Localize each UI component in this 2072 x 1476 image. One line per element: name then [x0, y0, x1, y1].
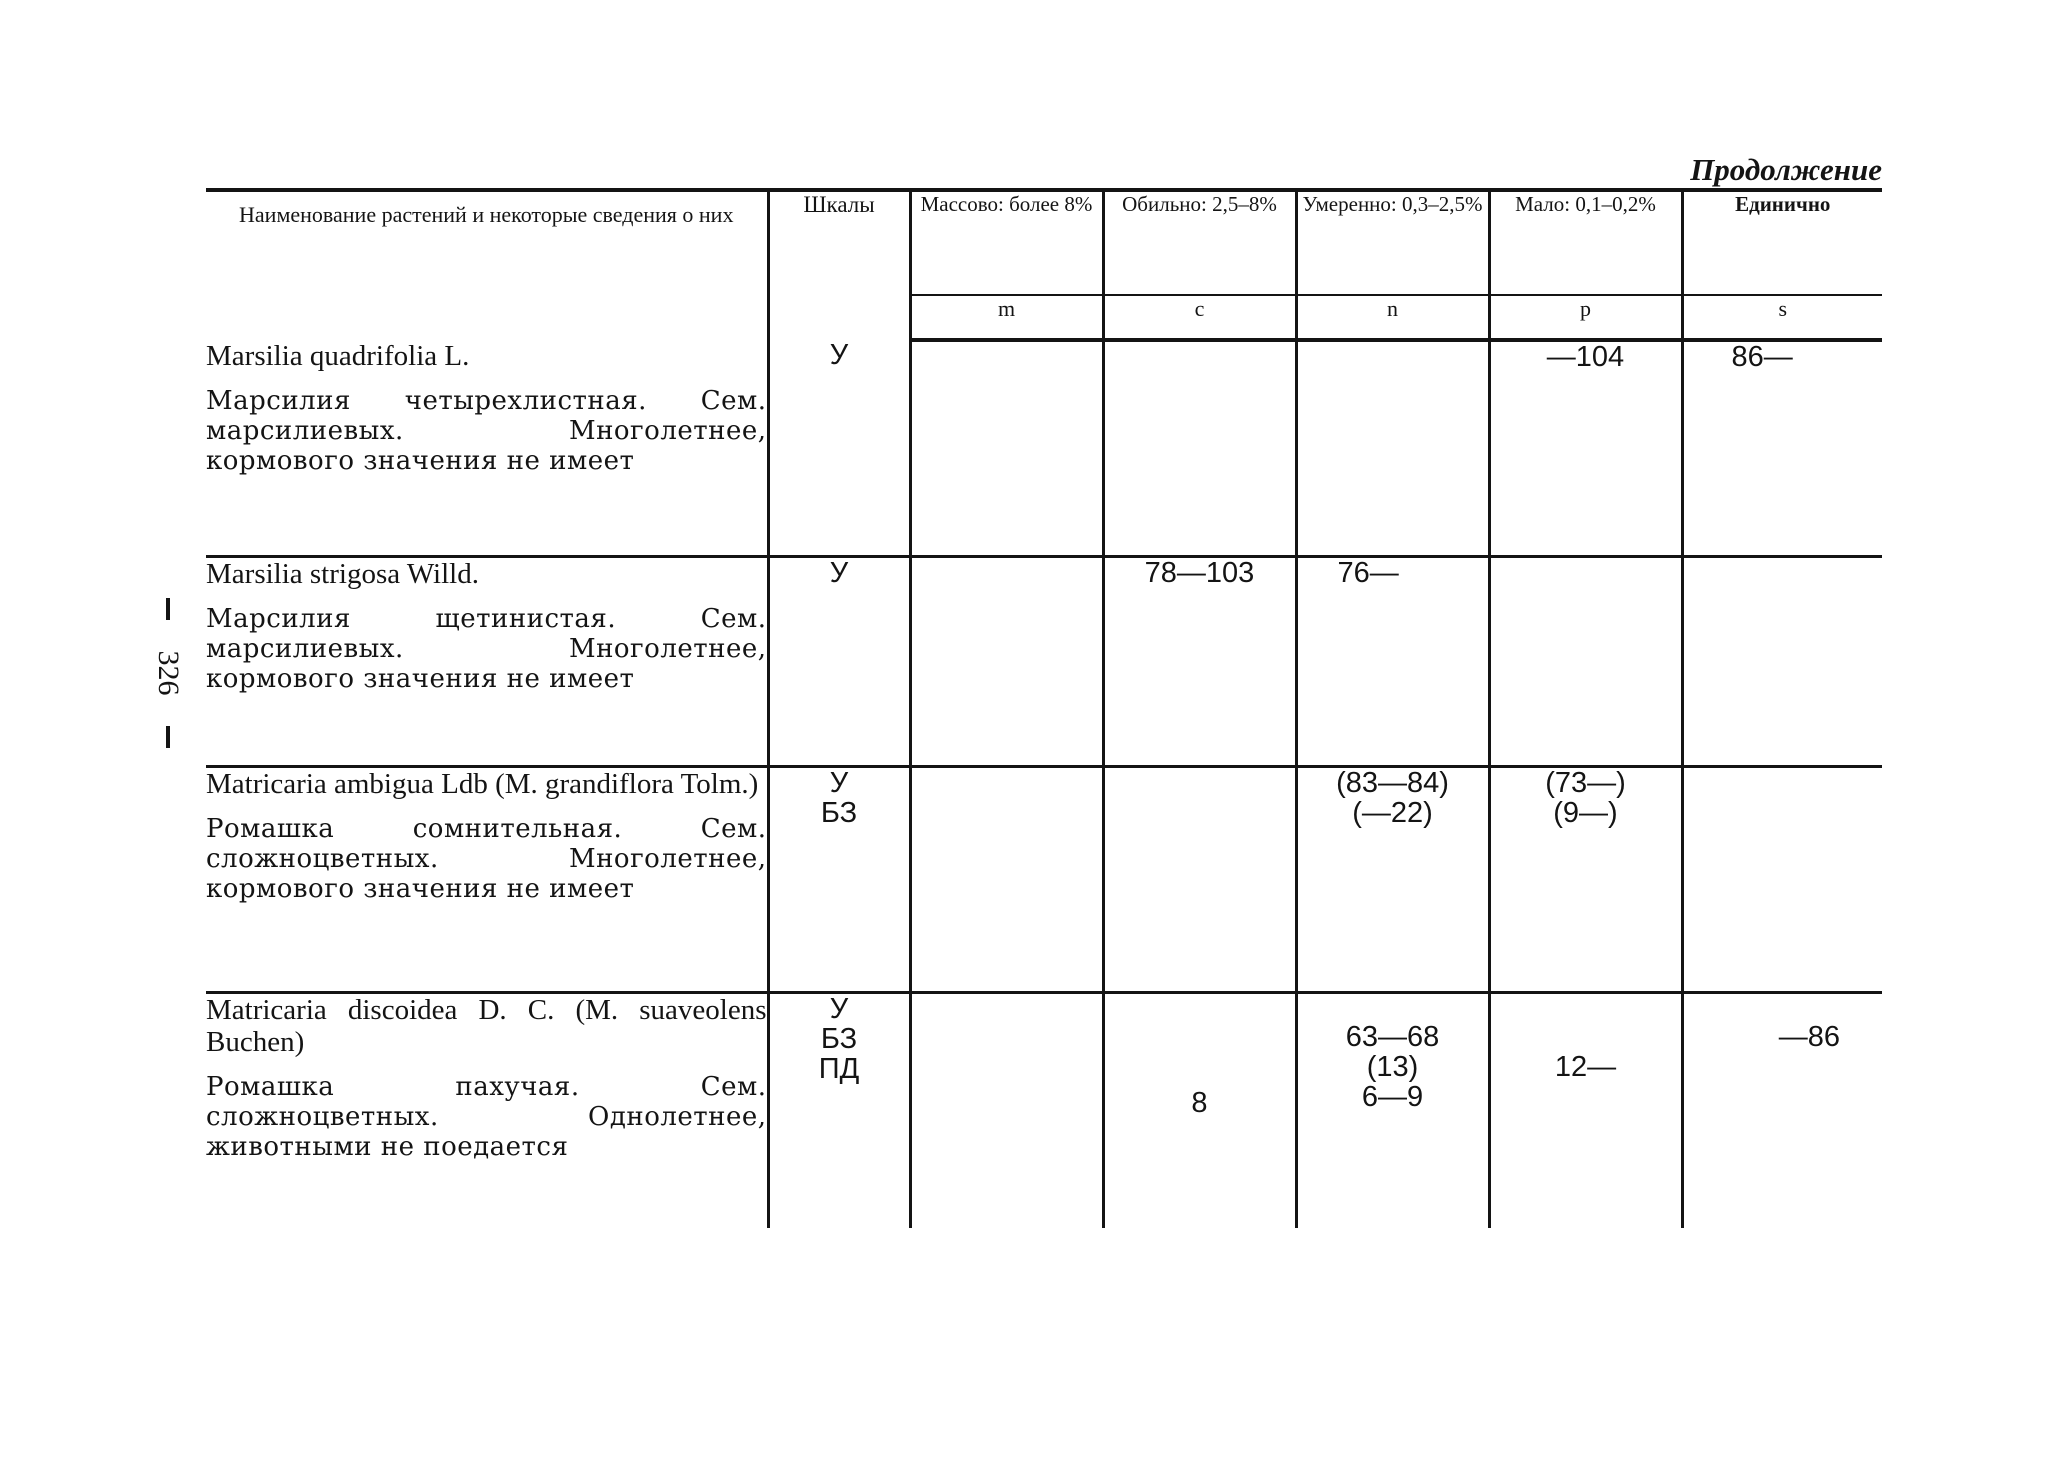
- value-cell-n: [1296, 766, 1489, 992]
- abundance-value: 63—68: [1345, 1020, 1440, 1053]
- value-cell-m: [910, 340, 1103, 556]
- table-body: [206, 340, 1882, 1228]
- table-row: [206, 766, 1882, 992]
- plant-latin-name: Marsilia quadrifolia L.: [206, 340, 470, 372]
- plant-latin-name: Matricaria discoidea D. C. (M. suaveolens Buchen): [206, 993, 767, 1058]
- plant-name-cell: [206, 556, 768, 766]
- plant-description: Ромашка пахучая. Сем. сложноцветных. Однолетнее, животными не поедается: [206, 1071, 767, 1162]
- header-code-c: c: [1103, 295, 1296, 340]
- scale-value: БЗ: [820, 1022, 858, 1055]
- plant-name-cell: [206, 766, 768, 992]
- scale-value: У: [829, 992, 849, 1025]
- plant-name-cell: [206, 340, 768, 556]
- value-cell-c: [1103, 340, 1296, 556]
- header-code-s: s: [1682, 295, 1882, 340]
- value-cell-c: [1103, 766, 1296, 992]
- plant-latin-name: Marsilia strigosa Willd.: [206, 557, 479, 590]
- abundance-value: (73—): [1545, 766, 1626, 799]
- value-cell-m: [910, 766, 1103, 992]
- value-cell-m: [910, 992, 1103, 1228]
- value-cell-p: [1489, 992, 1682, 1228]
- plant-latin-name: Matricaria ambigua Ldb (M. grandiflora Tolm.): [206, 767, 759, 800]
- page-number-tick-bottom: [166, 726, 170, 748]
- abundance-value: 76—: [1337, 556, 1399, 589]
- scale-cell: [768, 556, 910, 766]
- plant-abundance-table: [206, 188, 1882, 1228]
- value-cell-p: [1489, 340, 1682, 556]
- continued-label: Продолжение: [1690, 152, 1882, 187]
- abundance-value: —104: [1546, 341, 1625, 373]
- table-header: [206, 190, 1882, 340]
- abundance-value: 8: [1191, 1086, 1208, 1119]
- header-col-n: Умеренно: 0,3–2,5%: [1296, 190, 1489, 295]
- scale-value: ПД: [818, 1052, 860, 1085]
- abundance-value: (13): [1366, 1050, 1419, 1083]
- scale-value: У: [829, 556, 849, 589]
- abundance-value: (9—): [1553, 796, 1618, 829]
- value-cell-s: [1682, 992, 1882, 1228]
- scale-cell: [768, 992, 910, 1228]
- scale-value: БЗ: [820, 796, 858, 829]
- value-cell-n: [1296, 556, 1489, 766]
- header-name: Наименование растений и некоторые сведения о них: [206, 190, 768, 340]
- header-col-s: Единично: [1682, 190, 1882, 295]
- header-scale: Шкалы: [768, 190, 910, 340]
- value-cell-c: [1103, 556, 1296, 766]
- plant-description: Марсилия четырехлистная. Сем. марсилиевых. Многолетнее, кормового значения не имеет: [206, 386, 767, 476]
- page-number: [150, 598, 186, 748]
- abundance-value: —86: [1778, 1020, 1840, 1053]
- scale-cell: [768, 340, 910, 556]
- header-code-p: p: [1489, 295, 1682, 340]
- plant-name-cell: [206, 992, 768, 1228]
- page-number-tick-top: [166, 598, 170, 620]
- scale-value: У: [829, 766, 849, 799]
- value-cell-s: [1682, 340, 1882, 556]
- value-cell-n: [1296, 992, 1489, 1228]
- abundance-value: 12—: [1554, 1050, 1617, 1083]
- abundance-value: 86—: [1731, 341, 1793, 373]
- value-cell-m: [910, 556, 1103, 766]
- page-number-text: 326: [152, 650, 185, 696]
- value-cell-p: [1489, 556, 1682, 766]
- scale-value: У: [829, 339, 849, 371]
- plant-description: Марсилия щетинистая. Сем. марсилиевых. Многолетнее, кормового значения не имеет: [206, 603, 767, 694]
- header-code-n: n: [1296, 295, 1489, 340]
- scale-cell: [768, 766, 910, 992]
- table-row: [206, 992, 1882, 1228]
- table-row: [206, 340, 1882, 556]
- plant-description: Ромашка сомнительная. Сем. сложноцветных. Многолетнее, кормового значения не имеет: [206, 813, 767, 904]
- header-col-m: Массово: более 8%: [910, 190, 1103, 295]
- value-cell-s: [1682, 766, 1882, 992]
- abundance-value: (83—84): [1336, 766, 1449, 799]
- value-cell-n: [1296, 340, 1489, 556]
- header-code-m: m: [910, 295, 1103, 340]
- value-cell-p: [1489, 766, 1682, 992]
- abundance-value: (—22): [1352, 796, 1433, 829]
- header-col-c: Обильно: 2,5–8%: [1103, 190, 1296, 295]
- value-cell-c: [1103, 992, 1296, 1228]
- table-row: [206, 556, 1882, 766]
- value-cell-s: [1682, 556, 1882, 766]
- abundance-value: 78—103: [1144, 556, 1255, 589]
- abundance-value: 6—9: [1361, 1080, 1424, 1113]
- header-col-p: Мало: 0,1–0,2%: [1489, 190, 1682, 295]
